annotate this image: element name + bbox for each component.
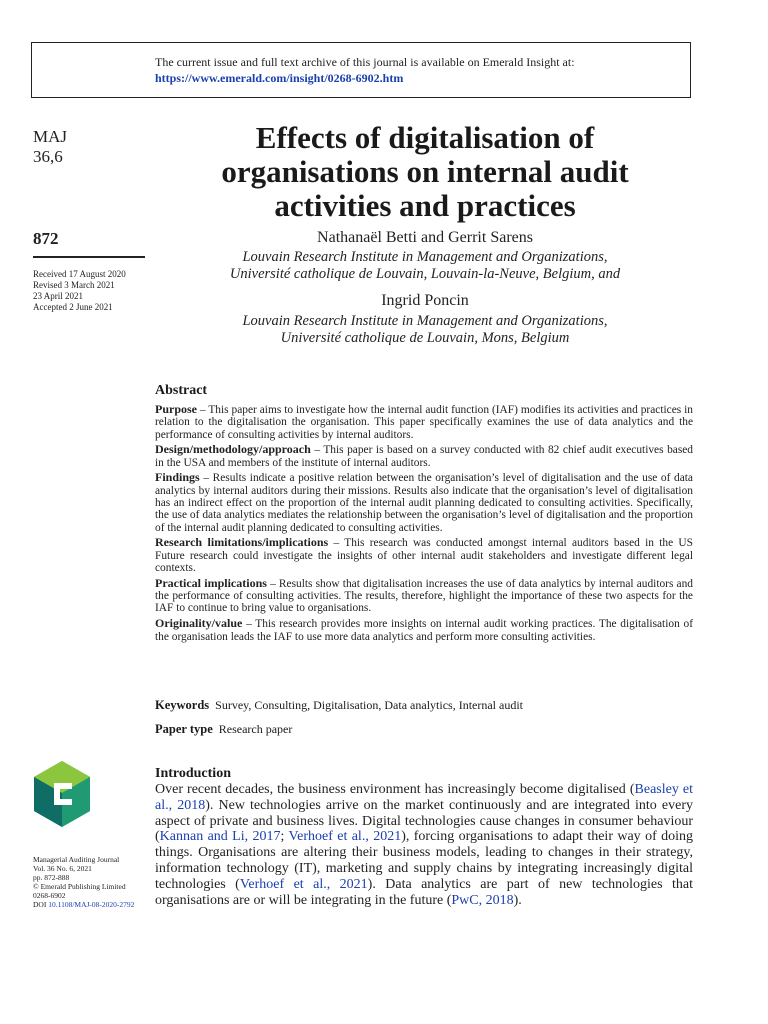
abstract-practical	[155, 577, 693, 615]
emerald-logo-icon	[32, 759, 92, 829]
keywords-label: Keywords	[155, 698, 210, 712]
date-received: Received 17 August 2020	[33, 269, 126, 279]
abstract-limitations	[155, 536, 693, 574]
doi-link[interactable]: 10.1108/MAJ-08-2020-2792	[48, 900, 135, 909]
date-revised-2: 23 April 2021	[33, 291, 84, 301]
abstract-body	[155, 403, 693, 645]
citation-link[interactable]: Verhoef et al., 2021	[288, 829, 402, 845]
keywords	[155, 698, 693, 713]
journal-name: Managerial Auditing Journal	[33, 855, 120, 864]
citation-link[interactable]: Beasley et al., 2018	[155, 782, 693, 813]
abstract-label: Originality/value	[155, 616, 243, 631]
affiliation-line: Université catholique de Louvain, Mons, Belgium	[280, 330, 570, 346]
paper-type-text: Research paper	[218, 722, 293, 736]
date-accepted: Accepted 2 June 2021	[33, 302, 113, 312]
affiliation-line: Louvain Research Institute in Management and Organizations,	[242, 249, 608, 265]
doi-line	[33, 900, 134, 909]
abstract-text: – This research was conducted amongst internal auditors based in the US Future research could investigate the insights of other internal audit stakeholders and investigate different legal contexts.	[155, 537, 693, 575]
abstract-originality	[155, 617, 693, 643]
intro-text: ).	[513, 892, 522, 908]
citation-link[interactable]: PwC, 2018	[451, 892, 514, 908]
abstract-text: – Results indicate a positive relation between the organisation’s level of digitalisation and the use of data analytics by internal auditors during their missions. Results also indicate that the organisation’s level of digitalisation has an indirect effect on the proportion of the internal audit planning dedicated to consulting activities. Specifically, the use of data analytics mediates the relationship between the organisation’s level of digitalisation and the proportion of the internal audit planning dedicated to consulting activities.	[155, 472, 693, 534]
paper-title: Effects of digitalisation of organisations on internal audit activities and practices	[221, 120, 629, 223]
intro-text: ;	[280, 829, 289, 845]
author-name: Gerrit Sarens	[448, 229, 533, 246]
abstract-label: Design/methodology/approach	[155, 442, 311, 457]
authors-line-2: Ingrid Poncin	[381, 292, 469, 309]
keywords-text: Survey, Consulting, Digitalisation, Data analytics, Internal audit	[215, 698, 523, 712]
abstract-label: Findings	[155, 470, 200, 485]
volume-issue: 36,6	[33, 147, 63, 166]
access-banner	[31, 42, 691, 98]
banner-link[interactable]: https://www.emerald.com/insight/0268-6902.htm	[155, 71, 404, 85]
abstract-text: – This research provides more insights on internal audit working practices. The digitalisation of the organisation leads the IAF to use more data analytics and perform more consulting activities.	[155, 618, 693, 643]
intro-text: ). Data analytics are part of new technologies that organisations are or will be integrating in the future (	[155, 876, 693, 908]
affiliation-line: Louvain Research Institute in Management and Organizations,	[242, 313, 608, 329]
banner-text: The current issue and full text archive of this journal is available on Emerald Insight at:	[155, 55, 575, 69]
page-number: 872	[33, 229, 59, 248]
abstract-design	[155, 443, 693, 469]
journal-volume: Vol. 36 No. 6, 2021	[33, 864, 92, 873]
abstract-purpose	[155, 403, 693, 441]
intro-text: ), forcing organisations to adapt their way of doing things. Organisations are altering their business models, leading to changes in their strategy, information technology (IT), marketing and supply chains by integrating increasingly digital technologies (	[155, 829, 693, 892]
paper-type	[155, 722, 693, 737]
doi-label: DOI	[33, 900, 47, 909]
abstract-text: – This paper aims to investigate how the internal audit function (IAF) modifies its activities and practices in relation to the digitalisation the organisation. This paper specifically examines the use of data analytics and the performance of consulting activities by internal auditors.	[155, 404, 693, 441]
author-name: Nathanaël Betti	[317, 229, 417, 246]
copyright: © Emerald Publishing Limited	[33, 882, 126, 891]
affiliation-line: Université catholique de Louvain, Louvain-la-Neuve, Belgium, and	[229, 266, 621, 282]
page-range: pp. 872-888	[33, 873, 70, 882]
citation-link[interactable]: Verhoef et al., 2021	[239, 876, 368, 892]
citation-link[interactable]: Kannan and Li, 2017	[159, 829, 281, 845]
article-dates	[33, 269, 126, 313]
sidebar-divider	[33, 256, 145, 258]
publication-metadata	[33, 855, 134, 909]
paper-type-label: Paper type	[155, 722, 213, 736]
introduction-body	[155, 782, 693, 908]
journal-code	[33, 127, 67, 167]
authors-line-1	[170, 229, 680, 247]
abstract-text: – Results show that digitalisation increases the use of data analytics by internal auditors and the performance of consulting activities. The results, therefore, highlight the importance of these two aspects for the IAF to continue to bring value to organisations.	[155, 577, 693, 615]
intro-text: ). New technologies arrive on the market continuously and are integrated into every aspect of private and business lives. Digital technologies cause changes in consumer behaviour (	[155, 797, 693, 845]
affiliation-2	[170, 313, 680, 347]
abstract-label: Purpose	[155, 402, 197, 416]
issn: 0268-6902	[33, 891, 66, 900]
author-conjunction: and	[421, 229, 445, 246]
journal-abbrev: MAJ	[33, 127, 68, 146]
abstract-findings	[155, 471, 693, 533]
affiliation-1	[170, 249, 680, 283]
abstract-label: Research limitations/implications	[155, 535, 329, 550]
abstract-heading: Abstract	[155, 383, 208, 398]
introduction-heading: Introduction	[155, 766, 231, 781]
abstract-label: Practical implications	[155, 575, 267, 590]
date-revised: Revised 3 March 2021	[33, 280, 115, 290]
abstract-text: – This paper is based on a survey conducted with 82 chief audit executives based in the USA and members of the institute of internal auditors.	[155, 444, 693, 469]
intro-text: Over recent decades, the business environment has increasingly become digitalised (	[155, 782, 635, 797]
